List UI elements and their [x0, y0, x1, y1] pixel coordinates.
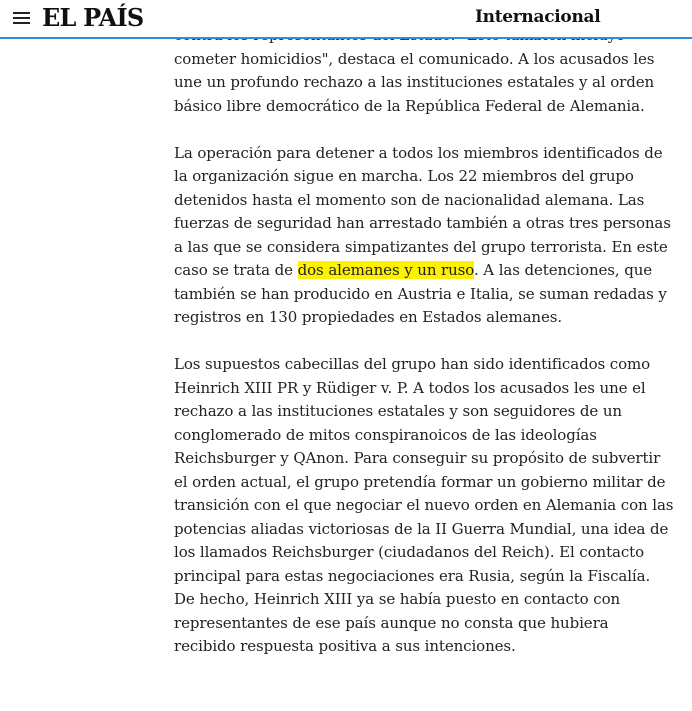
article-paragraph-3: Los supuestos cabecillas del grupo han sido identificados como Heinrich XIII PR y Rüdiger v. P. A todos los acusados les une el rechazo a las instituciones estatales y son seguidores de un conglomerado de mitos conspiranoicos de las ideologías Reichsburger y QAnon. Para conseguir su propósito de subvertir el orden actual, el grupo pretendía formar un gobierno militar de transición con el que negociar el nuevo orden en Alemania con las potencias aliadas victoriosas de la II Guerra Mundial, una idea de los llamados Reichsburger (ciudadanos del Reich). El contacto principal para estas negociaciones era Rusia, según la Fiscalía. De hecho, Heinrich XIII ya se había puesto en contacto con representantes de ese país aunque no consta que hubiera recibido respuesta positiva a sus intenciones.: [174, 355, 674, 655]
header-divider: [0, 37, 692, 39]
paragraph-text: cometer homicidios", destaca el comunicado. A los acusados les une un profundo rechazo a las instituciones estatales y al orden básico libre democrático de la República Federal de Alemania.: [174, 49, 655, 115]
site-logo[interactable]: EL PAÍS: [42, 3, 144, 32]
article-body: [174, 24, 674, 682]
paragraph-text-before: La operación para detener a todos los miembros identificados de la organización sigue en marcha. Los 22 miembros del grupo detenidos hasta el momento son de nacionalidad alemana. Las fuerzas de seguridad han arrestado también a otras tres personas a las que se considera simpatizantes del grupo terrorista. En este caso se trata de: [174, 143, 671, 279]
article-paragraph-2: [174, 142, 674, 330]
paragraph-text-after: . A las detenciones, que también se han producido en Austria e Italia, se suman redadas y registros en 130 propiedades en Estados alemanes.: [174, 261, 667, 326]
hamburger-menu-icon[interactable]: [11, 8, 33, 28]
site-header: [0, 0, 692, 37]
section-title[interactable]: Internacional: [475, 7, 601, 27]
highlighted-text: dos alemanes y un ruso: [297, 261, 474, 279]
